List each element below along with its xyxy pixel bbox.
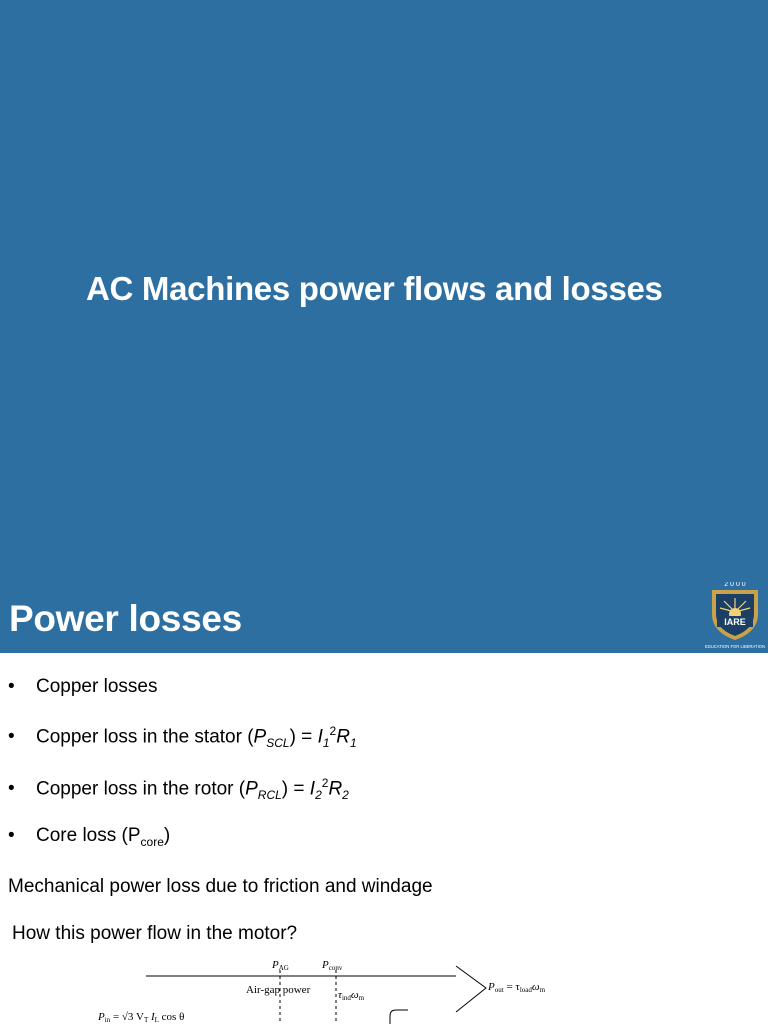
pout-label: Pout = τloadωm	[488, 981, 546, 994]
bullet-text: Copper loss in the stator (	[36, 726, 254, 748]
superscript: 2	[321, 776, 329, 790]
pconv-label: Pconv	[322, 959, 343, 972]
subscript: RCL	[257, 788, 282, 803]
pin-label: Pin = √3 VT IL cos θ	[98, 1011, 185, 1024]
mechanical-loss-text: Mechanical power loss due to friction and windage	[8, 876, 433, 897]
symbol: P	[245, 778, 258, 800]
subscript: core	[140, 834, 164, 849]
logo-year: 2 0 0 0	[724, 581, 746, 588]
symbol: I	[317, 726, 323, 748]
slide-title: AC Machines power flows and losses	[86, 270, 663, 307]
bullet-text: Core loss (P	[36, 825, 141, 846]
subscript: 1	[322, 736, 330, 751]
subscript: 2	[315, 788, 322, 803]
bullet-text: )	[163, 825, 171, 846]
subscript: 1	[349, 736, 357, 751]
bullet-text: Copper loss in the rotor (	[36, 778, 246, 800]
tau-ind-label: τindωm	[338, 989, 365, 1002]
bullet-item: • Core loss $(P_{core})$	[8, 825, 171, 849]
iare-logo-icon	[702, 582, 768, 650]
slide-header	[0, 582, 768, 653]
superscript: 2	[329, 724, 337, 738]
logo-motto: EDUCATION FOR LIBERATION	[704, 644, 766, 649]
subscript: 2	[342, 788, 349, 803]
power-flow-question: How this power flow in the motor?	[12, 923, 298, 944]
symbol: I	[309, 778, 316, 800]
bullet-text: ) =	[289, 726, 318, 748]
slide-heading: Power losses	[9, 598, 242, 639]
airgap-label: Air-gap power	[246, 984, 311, 996]
bullet-item: • Copper loss in the rotor $(P_{RCL}) = I_2^2R_2$	[8, 776, 349, 803]
pag-label: PAG	[272, 959, 289, 972]
symbol: R	[328, 778, 343, 800]
bullet-text: ) =	[281, 778, 310, 800]
bullet-item: • Copper loss in the stator $(P_{SCL}) = I_1^2R_1$	[8, 724, 357, 751]
subscript: SCL	[266, 736, 290, 751]
power-flow-diagram	[90, 942, 570, 1024]
content-slide	[0, 582, 768, 1024]
bullet-copper-losses: Copper losses	[36, 676, 158, 697]
symbol: R	[336, 726, 350, 748]
logo-name: IARE	[724, 617, 746, 627]
symbol: P	[253, 726, 267, 748]
bullet-item: • Copper losses	[8, 676, 158, 697]
